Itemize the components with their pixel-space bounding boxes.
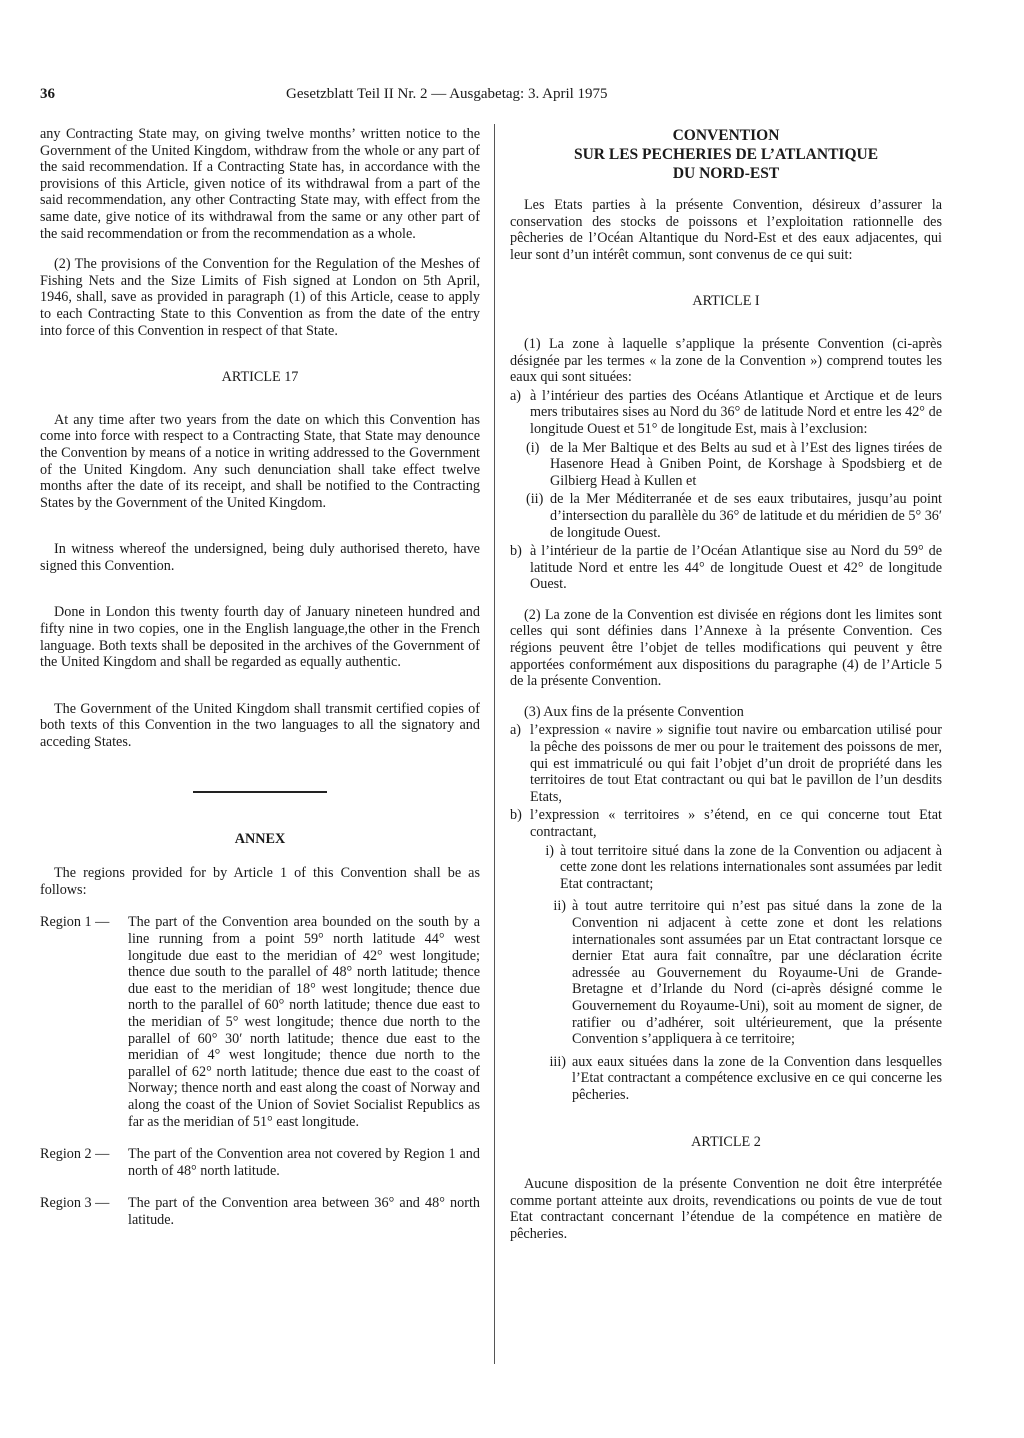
french-column: [510, 126, 942, 1242]
item-text: de la Mer Méditerranée et de ses eaux tributaires, jusqu’au point d’intersection du parallèle du 36° de latitude et du méridien de 5° 36′ de longitude Ouest.: [550, 491, 942, 541]
done-clause: Done in London this twenty fourth day of January nineteen hundred and fifty nine in two copies, one in the English language,the other in the French language. Both texts shall be deposited in the archives of the Government of the United Kingdom and shall be regarded as equally authentic.: [40, 604, 480, 671]
item-text: à l’intérieur des parties des Océans Atlantique et Arctique et de leurs mers tributaires sises au Nord du 36° de latitude Nord et entre les 42° de longitude Ouest et 51° de longitude Est, mais à l’exclusion:: [530, 387, 942, 437]
item-label: (ii): [526, 491, 544, 508]
section-rule: [193, 791, 327, 793]
item-label: (i): [526, 439, 540, 456]
transmit-clause: The Government of the United Kingdom shall transmit certified copies of both texts of this Convention in the two languages to all the signatory and acceding States.: [40, 700, 480, 751]
page-number: 36: [40, 86, 55, 102]
region-label: Region 3 —: [40, 1195, 110, 1212]
article-17-heading: ARTICLE 17: [221, 369, 299, 386]
item-label: a): [510, 722, 522, 739]
region-label: Region 2 —: [40, 1146, 110, 1163]
item-text: à tout autre territoire qui n’est pas situé dans la zone de la Convention ni adjacent à cette zone et dont les relations internationales sont assumées par un Etat contractant lorsque ce dernier Etat aura fait connaître, par une déclaration écrite adressée au Gouvernement du Royaume-Uni de Grande-Bretagne et d’Irlande du Nord (ci-après désigné comme le Gouvernement du Royaume-Uni), soit au moment de signer, de ratifier ou d’adhérer, soit ultérieurement, que la présente Convention s’appliquera à ce territoire;: [572, 898, 942, 1048]
page-header: [40, 86, 984, 106]
list-item: [510, 722, 942, 805]
item-text: à tout territoire situé dans la zone de la Convention ou adjacent à cette zone dont les relations internationales sont assumées par ledit Etat contractant;: [560, 842, 942, 892]
paragraph: (2) The provisions of the Convention for the Regulation of the Meshes of Fishing Nets and the Size Limits of Fish signed at London on 5th April, 1946, shall, save as provided in paragraph (1) of this Article, cease to apply to each Contracting State to this Convention as from the date of the entry into force of this Convention in respect of that State.: [40, 256, 480, 339]
article-1-heading: ARTICLE I: [692, 293, 760, 310]
paragraph: (3) Aux fins de la présente Convention: [524, 703, 744, 720]
region-text: The part of the Convention area not covered by Region 1 and north of 48° north latitude.: [128, 1146, 480, 1179]
paragraph: (2) La zone de la Convention est divisée en régions dont les limites sont celles qui sont définies dans l’Annexe à la présente Convention. Ces régions peuvent être l’objet de telles modifications qui peuvent y être apportées conformément aux dispositions du paragraphe (4) de l’Article 5 de la présente Convention.: [510, 606, 942, 690]
list-item: [510, 807, 942, 840]
region-label: Region 1 —: [40, 914, 110, 931]
column-divider: [494, 124, 495, 1364]
list-item: [510, 388, 942, 438]
list-item: [510, 491, 942, 541]
item-label: iii): [549, 1053, 566, 1070]
article-2-text: Aucune disposition de la présente Convention ne doit être interprétée comme portant atteinte aux droits, revendications ou points de vue de tout Etat contractant concernant l’étendue de la compétence en matière de pêcheries.: [510, 1176, 942, 1242]
item-label: i): [545, 842, 554, 859]
item-text: l’expression « navire » signifie tout navire ou embarcation utilisé pour la pêche des poissons de mer ou pour le traitement des poissons de mer, qui est immatriculé ou qui fait l’objet d’un droit de propriété dans les territoires de tout Etat contractant ou qui bat le pavillon de l’un desdits Etats,: [530, 722, 942, 805]
article-2-heading: ARTICLE 2: [691, 1133, 761, 1150]
article-17-text: At any time after two years from the date on which this Convention has come into force with respect to a Contracting State, that State may denounce the Convention by means of a notice in writing addressed to the Government of the United Kingdom. Any such denunciation shall take effect twelve months after the date of its receipt, and shall be notified to the Contracting States by the Government of the United Kingdom.: [40, 411, 480, 511]
item-text: de la Mer Baltique et des Belts au sud et à l’Est des lignes tirées de Hasenore Head à Gniben Point, de Korshage à Spodsbierg et de Gilbierg Head à Kullen et: [550, 439, 942, 489]
list-item: [510, 843, 942, 893]
title-line: SUR LES PECHERIES DE L’ATLANTIQUE: [573, 146, 879, 163]
witness-clause: In witness whereof the undersigned, being duly authorised thereto, have signed this Convention.: [40, 541, 480, 574]
region-1: [40, 914, 480, 1130]
list-item: [510, 898, 942, 1047]
region-3: [40, 1195, 480, 1228]
item-text: aux eaux situées dans la zone de la Convention dans lesquelles l’Etat contractant a compétence exclusive en ce qui concerne les pêcheries.: [572, 1053, 942, 1103]
item-text: l’expression « territoires » s’étend, en ce qui concerne tout Etat contractant,: [530, 807, 942, 840]
annex-intro: The regions provided for by Article 1 of this Convention shall be as follows:: [40, 865, 480, 898]
title-line: CONVENTION: [672, 127, 780, 144]
paragraph: (1) La zone à laquelle s’applique la présente Convention (ci-après désignée par les termes « la zone de la Convention ») comprend toutes les eaux qui sont situées:: [510, 335, 942, 386]
region-2: [40, 1146, 480, 1179]
region-text: The part of the Convention area between 36° and 48° north latitude.: [128, 1195, 480, 1228]
item-label: ii): [553, 898, 566, 915]
convention-title: [510, 126, 942, 183]
running-title: Gesetzblatt Teil II Nr. 2 — Ausgabetag: 3. April 1975: [286, 86, 608, 102]
english-column: [40, 126, 480, 1229]
region-text: The part of the Convention area bounded on the south by a line running from a point 59° north latitude 44° west longitude due east to the meridian of 42° west longitude; thence due south to the parallel of 48° north latitude; thence due east to the meridian of 18° west longitude; thence due north to the parallel of 60° north latitude; thence due east to the meridian of 5° west longitude; thence due north to the parallel of 60° 30′ north latitude; thence due east to the meridian of 4° west longitude; thence due north to the parallel of 62° north latitude; thence due east to the coast of Norway; thence north and east along the coast of Norway and along the coast of the Union of Soviet Socialist Republics as far as the meridian of 51° east longitude.: [128, 914, 480, 1130]
list-item: [510, 543, 942, 593]
item-label: b): [510, 543, 522, 560]
annex-heading: ANNEX: [234, 830, 286, 847]
preamble: Les Etats parties à la présente Convention, désireux d’assurer la conservation des stocks de poissons et l’exploitation rationnelle des pêcheries de l’Océan Altantique du Nord-Est et des eaux adjacentes, qui leur sont d’un intérêt commun, sont convenus de ce qui suit:: [510, 197, 942, 263]
list-item: [510, 1054, 942, 1104]
paragraph: any Contracting State may, on giving twelve months’ written notice to the Government of the United Kingdom, withdraw from the whole or any part of the said recommendation. If a Contracting State has, in accordance with the provisions of this Article, given notice of its withdrawal from a part of the said recommendation, any other Contracting State may, with effect from the same date, give notice of its withdrawal from the same or any other part of the said recommendation or from the recommendation as a whole.: [40, 126, 480, 242]
list-item: [510, 440, 942, 490]
item-text: à l’intérieur de la partie de l’Océan Atlantique sise au Nord du 59° de latitude Nord et entre les 44° de longitude Ouest et 42° de longitude Ouest.: [530, 543, 942, 593]
title-line: DU NORD-EST: [672, 165, 780, 182]
item-label: b): [510, 807, 522, 824]
item-label: a): [510, 387, 522, 404]
